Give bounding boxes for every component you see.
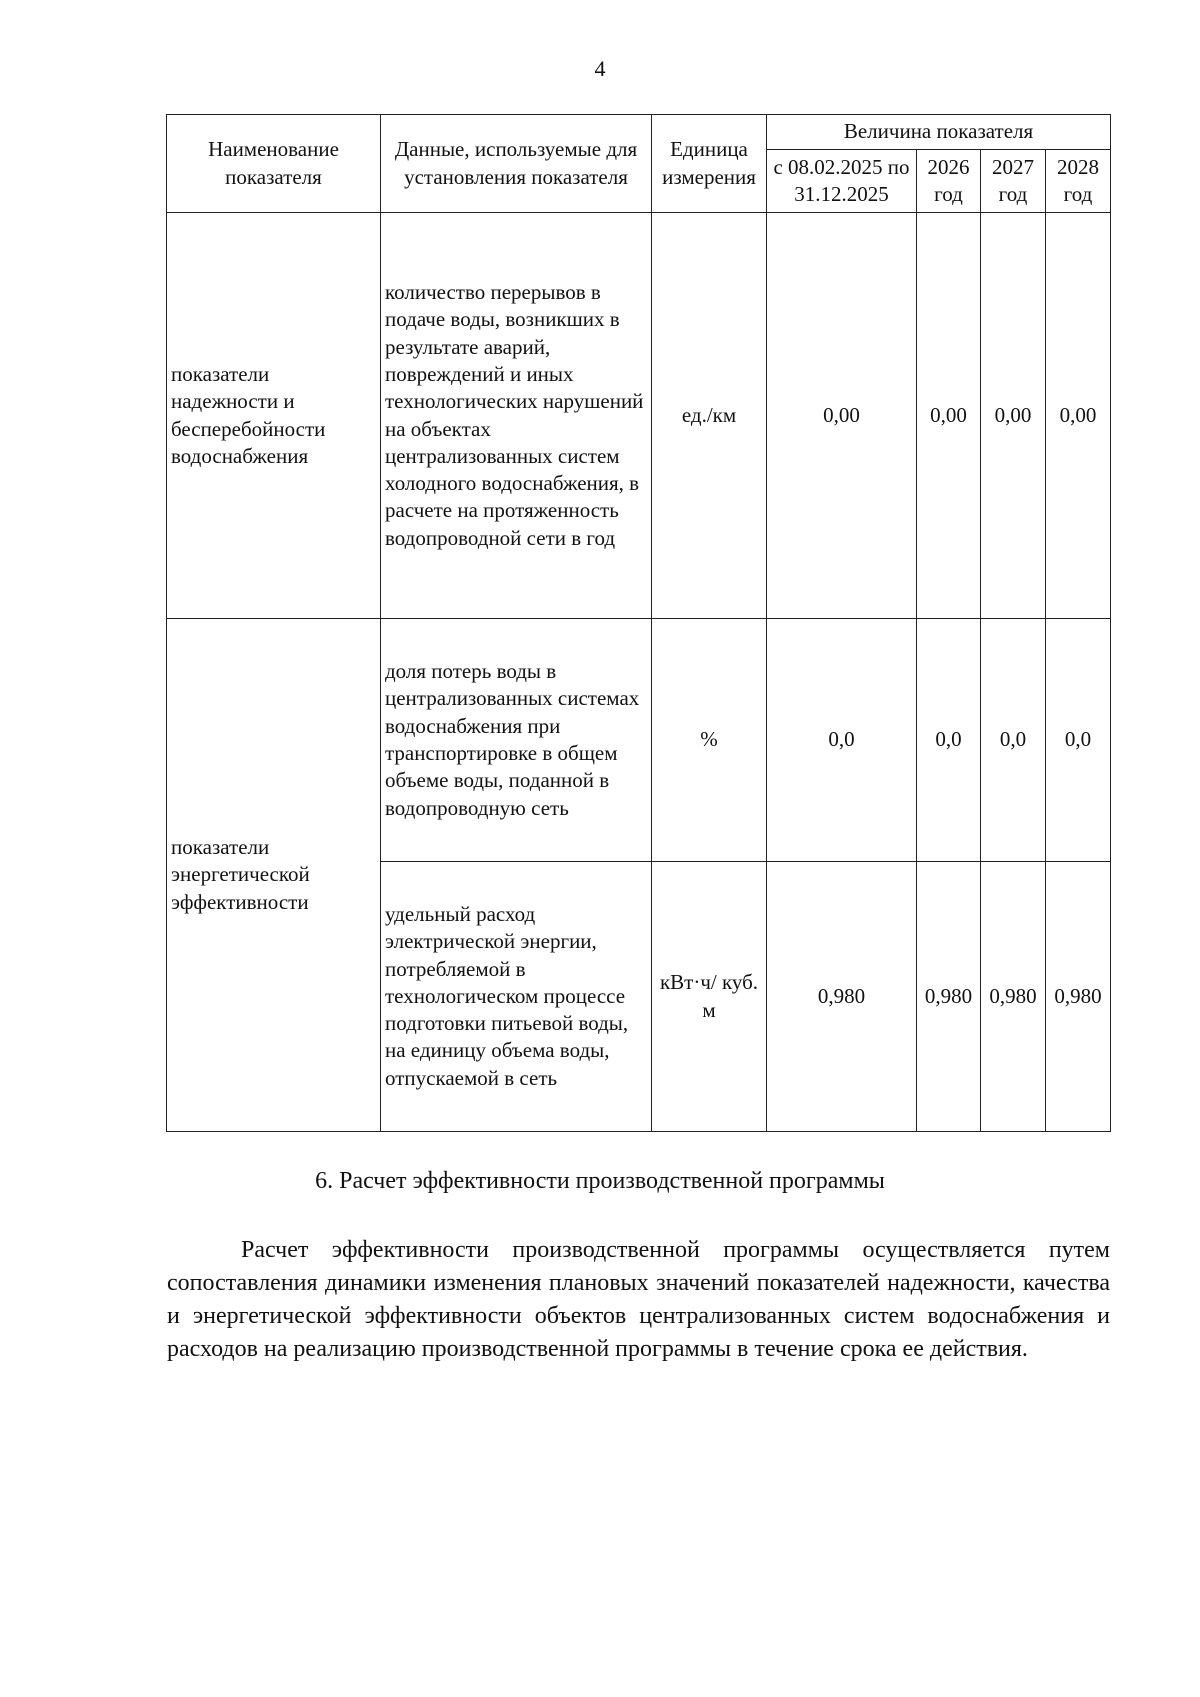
page-number: 4 [594,56,606,81]
row3-unit: кВт·ч/ куб. м [652,862,767,1132]
header-value-group: Величина показателя [767,115,1111,150]
row1-value-3: 0,00 [981,213,1046,619]
row2-data: доля потерь воды в централизованных системах водоснабжения при транспортировке в общем объеме воды, поданной в водопроводную сеть [381,619,652,862]
row2-value-2: 0,0 [917,619,981,862]
indicators-table [166,114,1111,1132]
header-data: Данные, используемые для установления показателя [381,115,652,213]
header-unit: Единица измерения [652,115,767,213]
body-paragraph: Расчет эффективности производственной программы осуществляется путем сопоставления динамики изменения плановых значений показателей надежности, качества и энергетической эффективности объектов централизованных систем водоснабжения и расходов на реализацию производственной программы в течение срока ее действия. [167,1237,1110,1362]
header-period-1: с 08.02.2025 по 31.12.2025 [767,150,917,213]
row2-value-3: 0,0 [981,619,1046,862]
header-period-4: 2028 год [1046,150,1111,213]
row3-value-1: 0,980 [767,862,917,1132]
row1-value-4: 0,00 [1046,213,1111,619]
row3-data: удельный расход электрической энергии, потребляемой в технологическом процессе подготовки питьевой воды, на единицу объема воды, отпускаемой в сеть [381,862,652,1132]
row1-value-2: 0,00 [917,213,981,619]
table-row [167,619,1111,862]
row1-name: показатели надежности и бесперебойности водоснабжения [167,213,381,619]
table-row [167,213,1111,619]
row2-name: показатели энергетической эффективности [167,619,381,1132]
section-title: 6. Расчет эффективности производственной программы [315,1168,885,1194]
row2-unit: % [652,619,767,862]
row3-value-4: 0,980 [1046,862,1111,1132]
row2-value-4: 0,0 [1046,619,1111,862]
row1-value-1: 0,00 [767,213,917,619]
header-period-2: 2026 год [917,150,981,213]
row2-value-1: 0,0 [767,619,917,862]
row1-data: количество перерывов в подаче воды, возникших в результате аварий, повреждений и иных технологических нарушений на объектах централизованных систем холодного водоснабжения, в расчете на протяженность водопроводной сети в год [381,213,652,619]
row3-value-3: 0,980 [981,862,1046,1132]
header-name: Наименование показателя [167,115,381,213]
table-header-row-1 [167,115,1111,150]
row1-unit: ед./км [652,213,767,619]
row3-value-2: 0,980 [917,862,981,1132]
header-period-3: 2027 год [981,150,1046,213]
